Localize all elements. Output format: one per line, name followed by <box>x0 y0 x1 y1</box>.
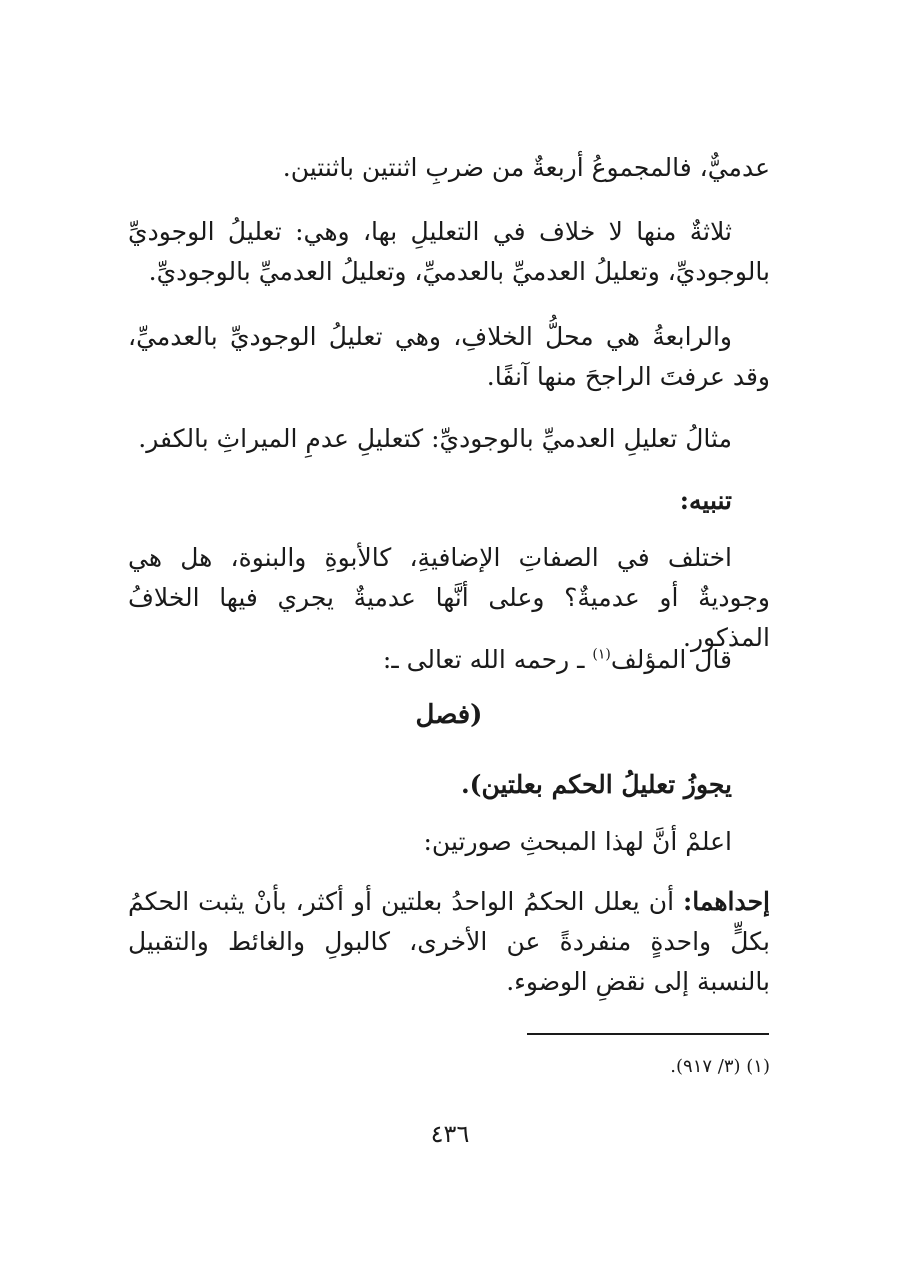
paragraph-9-label: إحداهما: <box>683 887 770 916</box>
section-title: (فصل <box>415 700 483 730</box>
footnote-divider <box>527 1033 769 1035</box>
paragraph-6-text: اختلف في الصفاتِ الإضافيةِ، كالأبوةِ والبنوة، هل هي وجوديةٌ أو عدميةٌ؟ وعلى أنَّها عدميةٌ يجري فيها الخلافُ المذكور. <box>128 543 770 652</box>
paragraph-4-text: مثالُ تعليلِ العدميِّ بالوجوديِّ: كتعليلِ عدمِ الميراثِ بالكفر. <box>138 424 732 453</box>
paragraph-9 <box>128 882 770 1002</box>
author-quote-post: ـ رحمه الله تعالى ـ: <box>382 645 593 674</box>
notice-heading <box>128 481 770 521</box>
paragraph-2 <box>128 212 770 292</box>
paragraph-9-body: أن يعلل الحكمُ الواحدُ بعلتين أو أكثر، بأنْ يثبت الحكمُ بكلٍّ واحدةٍ منفردةً عن الأخرى، كالبولِ والغائط والتقبيل بالنسبة إلى نقضِ الوضوء. <box>128 887 770 996</box>
section-heading <box>128 700 770 730</box>
rule-statement <box>128 765 770 805</box>
footnote <box>600 1052 770 1082</box>
page-number-text: ٤٣٦ <box>430 1120 470 1148</box>
paragraph-3 <box>128 317 770 397</box>
page-number <box>0 1120 900 1148</box>
paragraph-4 <box>128 419 770 459</box>
paragraph-8 <box>128 822 770 862</box>
footnote-reference: (١) <box>592 646 611 663</box>
author-quote-pre: قال المؤلف <box>610 645 732 674</box>
notice-label: تنبيه: <box>679 486 732 515</box>
paragraph-8-text: اعلمْ أنَّ لهذا المبحثِ صورتين: <box>423 827 732 856</box>
footnote-text: (١) (٣/ ٩١٧). <box>670 1056 770 1077</box>
author-quote-text <box>128 640 770 680</box>
author-quote-line <box>128 640 770 680</box>
paragraph-3-text: والرابعةُ هي محلُّ الخلافِ، وهي تعليلُ الوجوديِّ بالعدميِّ، وقد عرفتَ الراجحَ منها آنفًا. <box>128 322 770 391</box>
paragraph-9-text <box>128 882 770 1002</box>
paragraph-2-text: ثلاثةٌ منها لا خلاف في التعليلِ بها، وهي: تعليلُ الوجوديِّ بالوجوديِّ، وتعليلُ العدميِّ بالعدميِّ، وتعليلُ العدميِّ بالوجوديِّ. <box>128 217 770 286</box>
rule-statement-text: يجوزُ تعليلُ الحكم بعلتين). <box>460 770 732 799</box>
paragraph-1-text: عدميٌّ، فالمجموعُ أربعةٌ من ضربِ اثنتين باثنتين. <box>282 153 770 182</box>
paragraph-1 <box>128 148 770 188</box>
